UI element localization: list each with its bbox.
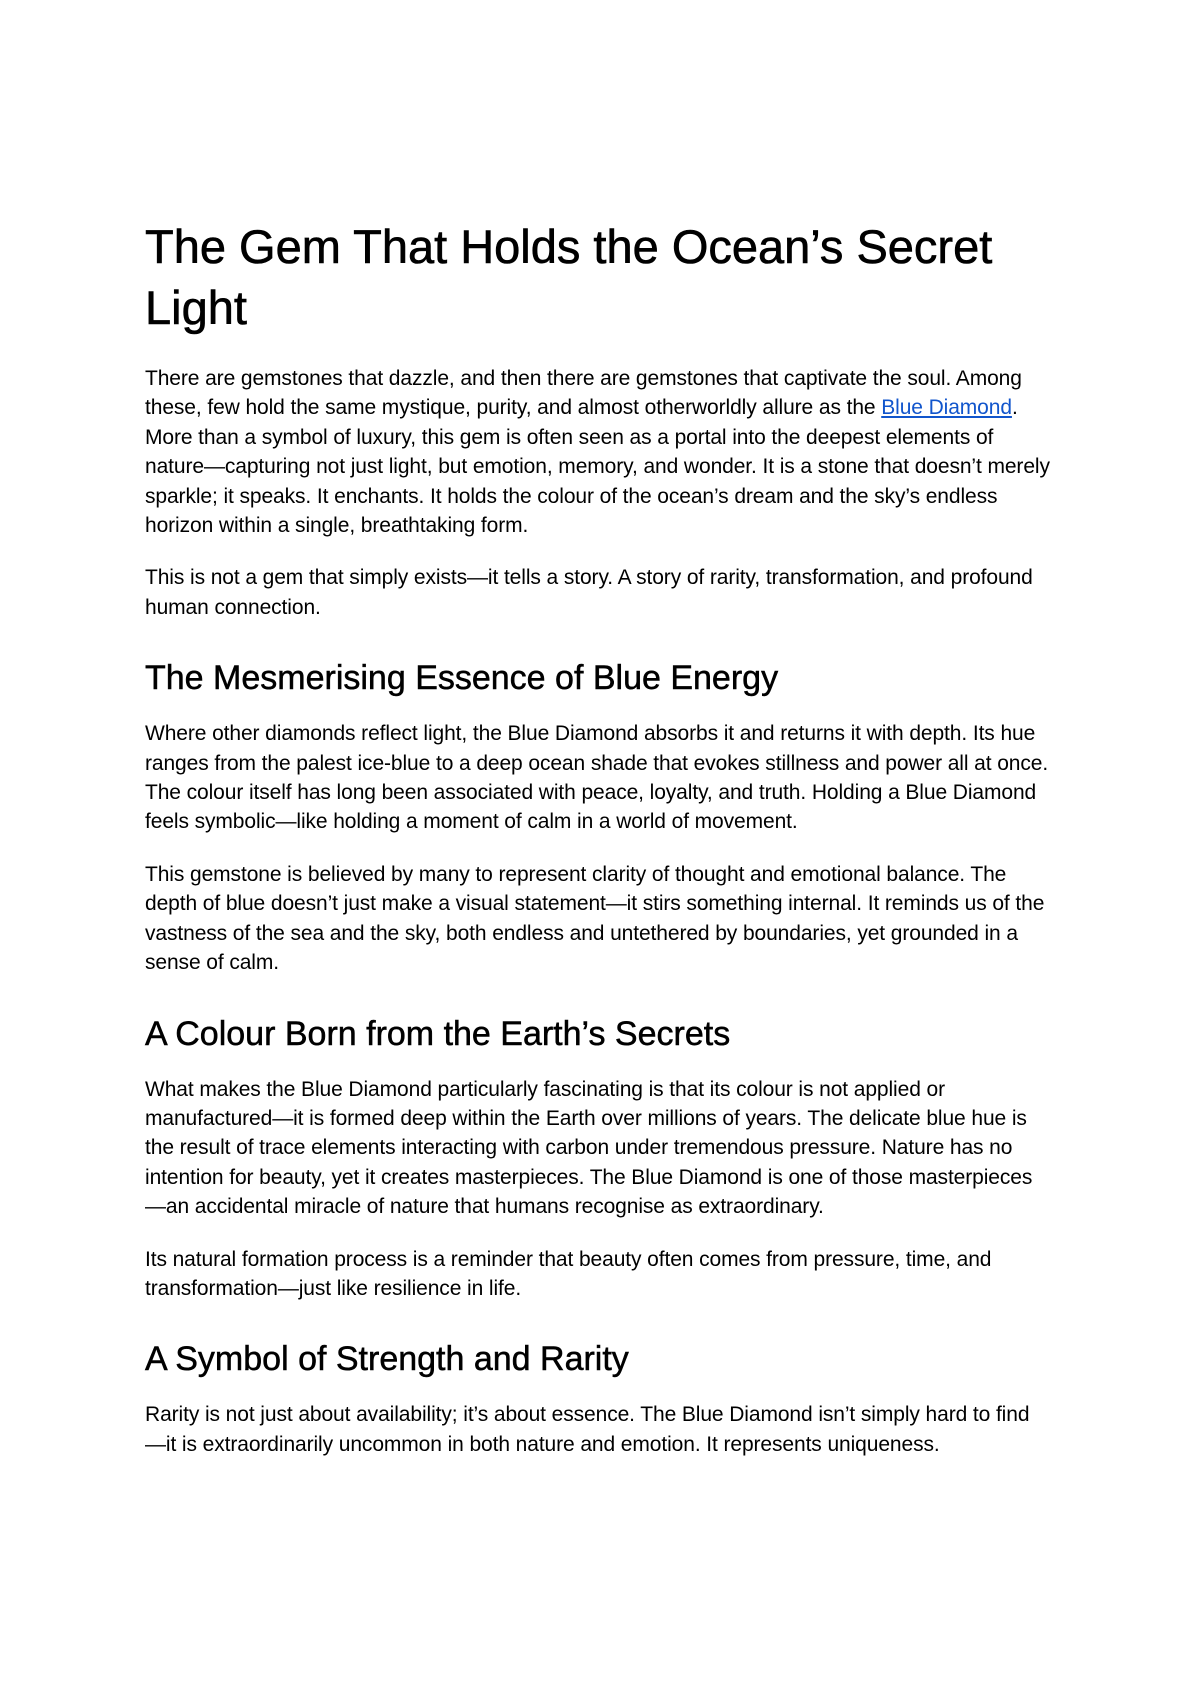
document-title: The Gem That Holds the Ocean’s Secret Light [145, 220, 993, 334]
section-paragraph: What makes the Blue Diamond particularly fascinating is that its colour is not applied or manufactured—it is formed deep within the Earth over millions of years. The delicate blue hue is the result of trace elements interacting with carbon under tremendous pressure. Nature has no intention for beauty, yet it creates masterpieces. The Blue Diamond is one of those masterpieces—an accidental miracle of nature that humans recognise as extraordinary. [145, 1077, 1033, 1219]
section-paragraph: This gemstone is believed by many to represent clarity of thought and emotional balance. The depth of blue doesn’t just make a visual statement—it stirs something internal. It reminds us of the vastness of the sea and the sky, both endless and untethered by boundaries, yet grounded in a sense of calm. [145, 862, 1045, 975]
document-body [145, 216, 1050, 1482]
intro-text-before-link: There are gemstones that dazzle, and then there are gemstones that captivate the soul. Among these, few hold the same mystique, purity, and almost otherworldly allure as the [145, 367, 1022, 420]
section-heading-strength-rarity: A Symbol of Strength and Rarity [145, 1340, 629, 1379]
intro-paragraph-1 [145, 364, 1050, 540]
section-paragraph: Where other diamonds reflect light, the Blue Diamond absorbs it and returns it with depth. Its hue ranges from the palest ice-blue to a deep ocean shade that evokes stillness and power all at once. The colour itself has long been associated with peace, loyalty, and truth. Holding a Blue Diamond feels symbolic—like holding a moment of calm in a world of movement. [145, 722, 1049, 834]
blue-diamond-link[interactable]: Blue Diamond [881, 396, 1012, 420]
section-paragraph: Its natural formation process is a reminder that beauty often comes from pressure, time, and transformation—just like resilience in life. [145, 1247, 992, 1300]
intro-text-after-link: . More than a symbol of luxury, this gem is often seen as a portal into the deepest elements of nature—capturing not just light, but emotion, memory, and wonder. It is a stone that doesn’t merely sparkle; it speaks. It enchants. It holds the colour of the ocean’s dream and the sky’s endless horizon within a single, breathtaking form. [145, 396, 1050, 538]
section-paragraph: Rarity is not just about availability; it’s about essence. The Blue Diamond isn’t simply hard to find—it is extraordinarily uncommon in both nature and emotion. It represents uniqueness. [145, 1403, 1030, 1456]
section-heading-blue-energy: The Mesmerising Essence of Blue Energy [145, 659, 779, 698]
intro-paragraph-2: This is not a gem that simply exists—it tells a story. A story of rarity, transformation, and profound human connection. [145, 566, 1033, 619]
section-heading-earth-secrets: A Colour Born from the Earth’s Secrets [145, 1014, 731, 1053]
